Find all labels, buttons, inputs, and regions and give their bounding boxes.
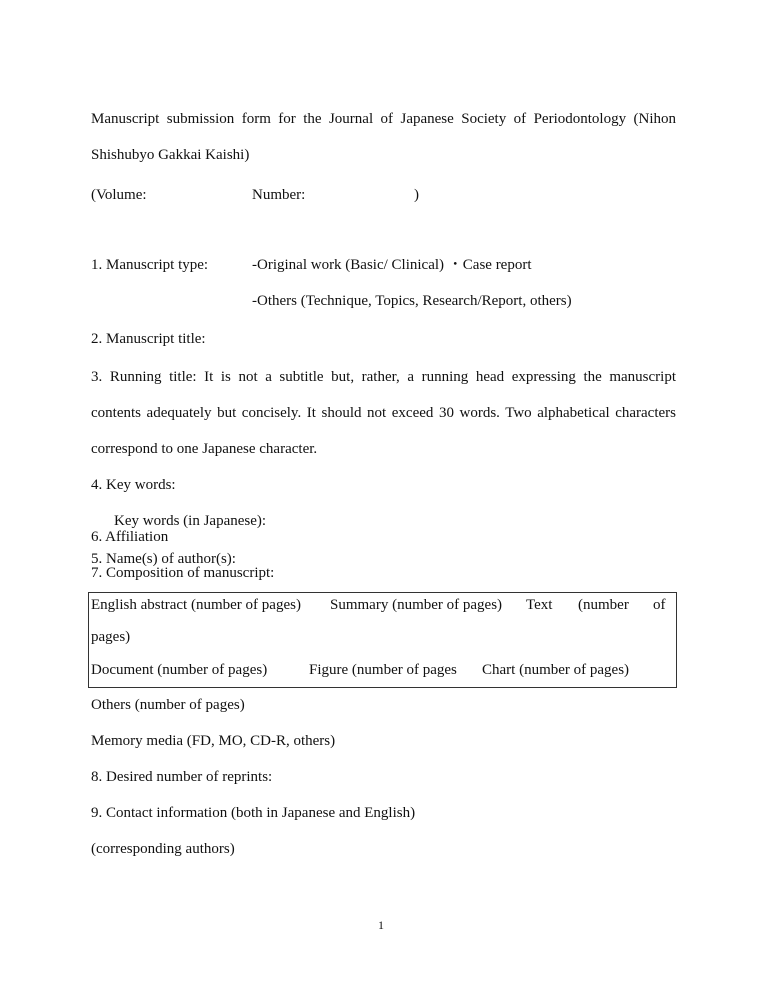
volume-label: (Volume:: [91, 187, 147, 203]
authors-label: 5. Name(s) of author(s):: [91, 551, 236, 567]
affiliation-label: 6. Affiliation: [91, 529, 169, 545]
running-title-line-3: correspond to one Japanese character.: [91, 441, 318, 457]
manuscript-title-label: 2. Manuscript title:: [91, 331, 206, 347]
others-pages: Others (number of pages): [91, 697, 245, 713]
corresponding-authors-label: (corresponding authors): [91, 841, 235, 857]
memory-media: Memory media (FD, MO, CD-R, others): [91, 733, 336, 749]
running-title-line-2: contents adequately but concisely. It should not exceed 30 words. Two alphabetical characters: [91, 405, 676, 421]
summary-pages: Summary (number of pages): [330, 597, 503, 613]
contact-info-label: 9. Contact information (both in Japanese and English): [91, 805, 416, 821]
english-abstract-pages: English abstract (number of pages): [91, 597, 301, 613]
manuscript-type-option-1: -Original work (Basic/ Clinical) ・Case report: [252, 257, 532, 273]
key-words-label: 4. Key words:: [91, 477, 176, 493]
document-pages: Document (number of pages): [91, 662, 268, 678]
pages-wrap: pages): [91, 629, 131, 645]
key-words-japanese-label: Key words (in Japanese):: [114, 513, 267, 529]
form-title-line-2: Shishubyo Gakkai Kaishi): [91, 147, 250, 163]
form-title-line-1: Manuscript submission form for the Journal of Japanese Society of Periodontology (Nihon: [91, 111, 676, 127]
number-label: Number:: [252, 187, 306, 203]
text-word: Text: [526, 597, 553, 613]
page-number: 1: [378, 918, 384, 932]
figure-pages: Figure (number of pages: [309, 662, 457, 678]
composition-label: 7. Composition of manuscript:: [91, 565, 275, 581]
number-word: (number: [578, 597, 629, 613]
of-word: of: [653, 597, 666, 613]
manuscript-type-label: 1. Manuscript type:: [91, 257, 209, 273]
volume-close-paren: ): [414, 187, 419, 203]
manuscript-type-option-2: -Others (Technique, Topics, Research/Report, others): [252, 293, 572, 309]
running-title-line-1: 3. Running title: It is not a subtitle but, rather, a running head expressing the manuscript: [91, 369, 676, 385]
reprints-label: 8. Desired number of reprints:: [91, 769, 273, 785]
chart-pages: Chart (number of pages): [482, 662, 630, 678]
